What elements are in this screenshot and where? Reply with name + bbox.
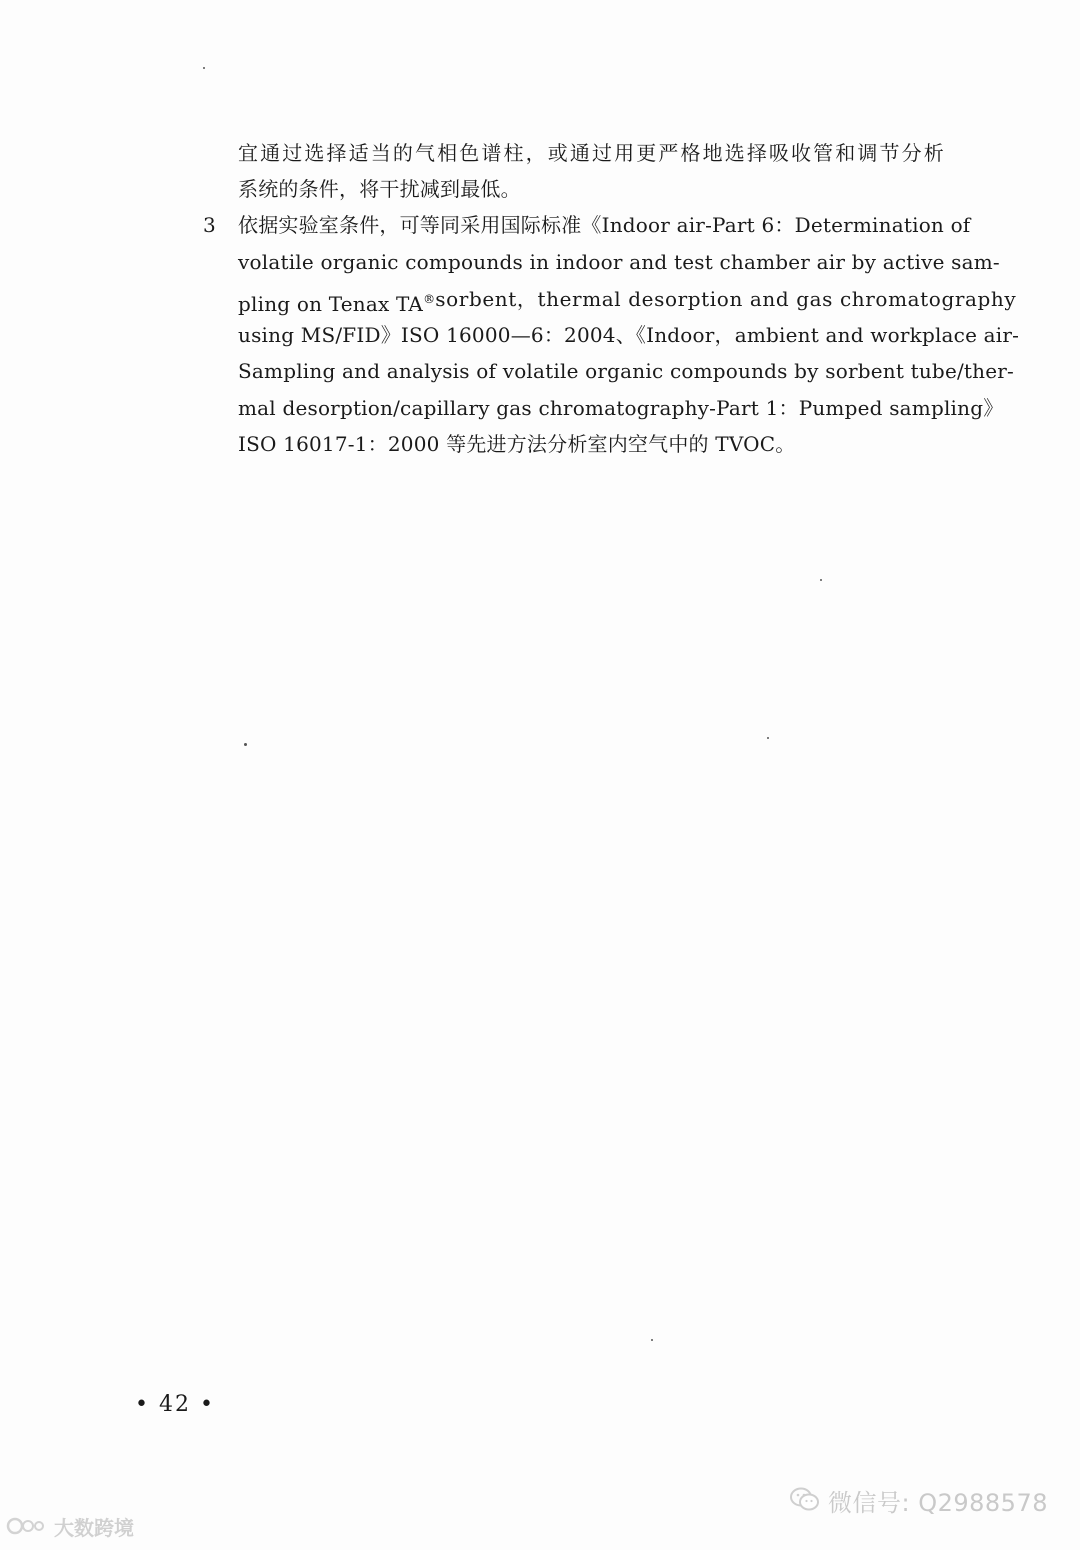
brand-logo-icon: [6, 1515, 50, 1537]
wechat-icon: [790, 1487, 820, 1513]
registered-mark: ®: [423, 292, 436, 306]
wechat-id-text: 微信号: Q2988578: [828, 1488, 1048, 1517]
brand-name-text: 大数跨境: [54, 1515, 134, 1540]
scan-speck: [820, 579, 822, 581]
paragraph-line-7: Sampling and analysis of volatile organic compounds by sorbent tube/ther-: [238, 359, 1014, 383]
paragraph-line-6: using MS/FID》ISO 16000—6：2004、《Indoor，ambient and workplace air-: [238, 323, 1020, 347]
scan-speck: [651, 1339, 653, 1341]
scan-speck: [203, 67, 205, 69]
line-5-end: sorbent，thermal desorption and gas chromatography: [435, 287, 1017, 311]
scan-speck: [244, 743, 247, 746]
paragraph-line-3: 依据实验室条件，可等同采用国际标准《Indoor air-Part 6：Determination of: [238, 213, 971, 237]
wechat-watermark: [790, 1483, 1048, 1517]
paragraph-line-9: ISO 16017-1：2000 等先进方法分析室内空气中的 TVOC。: [238, 432, 796, 456]
page-number: • 42 •: [135, 1392, 215, 1417]
brand-watermark: [6, 1512, 134, 1540]
paragraph-line-2: 系统的条件，将干扰减到最低。: [238, 177, 521, 201]
paragraph-line-8: mal desorption/capillary gas chromatography-Part 1：Pumped sampling》: [238, 396, 1004, 420]
paragraph-line-1: 宜通过选择适当的气相色谱柱，或通过用更严格地选择吸收管和调节分析: [238, 141, 944, 165]
list-item-number: 3: [203, 213, 216, 237]
scan-speck: [767, 737, 769, 739]
paragraph-line-4: volatile organic compounds in indoor and test chamber air by active sam-: [238, 250, 1000, 274]
tenax-text: pling on Tenax TA: [238, 292, 424, 316]
line-5-start: [238, 287, 435, 316]
paragraph-line-5: [238, 287, 1017, 316]
